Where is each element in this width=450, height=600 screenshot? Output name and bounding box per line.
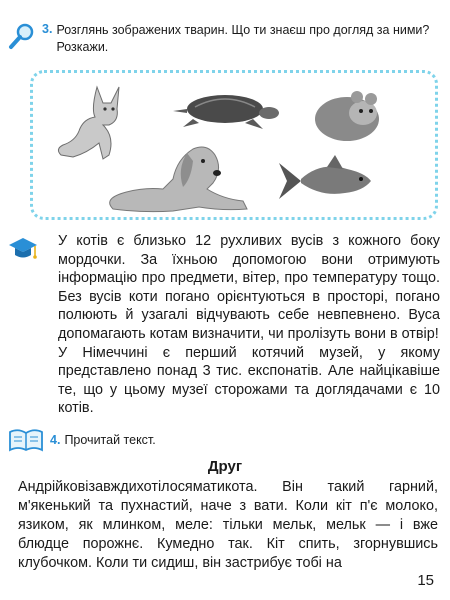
task-3 [8, 22, 438, 56]
story-title: Друг [207, 458, 243, 475]
animals-image-frame [30, 70, 438, 220]
dog-image [103, 139, 253, 215]
hamster-image [311, 87, 385, 143]
task-4-number: 4. [50, 433, 61, 447]
info-paragraph-2: У Німеччині є перший котячий музей, у якому представлено понад 3 тис. експонатів. Але найцікавіше те, що у цьому музеї сторожами та доглядачами є 10 котів. [58, 344, 440, 417]
page-number: 15 [417, 572, 434, 589]
story-text: Андрійковізавждихотілосяматикота. Він такий гарний, м'якенький та пухнастий, наче з вати. Коли кіт п'є молоко, язиком, як млинком, меле: тільки мельк, мельк — і вже блюдце порожнє. Кумедно так. Кіт спить, згорнувшись клубочком. Коли ти сидиш, він застрибує тобі на [18, 479, 438, 571]
turtle-image [173, 89, 283, 131]
task-4 [8, 428, 438, 452]
info-block [58, 232, 440, 418]
magnifier-icon [8, 22, 36, 50]
task-3-text: Розглянь зображених тварин. Що ти знаєш про догляд за ними? Розкажи. [56, 23, 430, 54]
fish-image [277, 155, 373, 205]
task-3-number: 3. [42, 22, 53, 36]
open-book-icon [8, 428, 44, 452]
info-paragraph-1: У котів є близько 12 рухливих вусів з кожного боку мордочки. За їхньою допомогою вони отримують інформацію про предмети, вітер, про температуру тощо. Без вусів коти погано орієнтуються в просторі, погано полюють й узагалі відчувають себе невпевнено. Вуса допомагають котам визначити, чи пролізуть вони в отвір! [58, 233, 440, 342]
task-4-text: Прочитай текст. [64, 432, 156, 447]
graduation-cap-icon [8, 236, 38, 262]
